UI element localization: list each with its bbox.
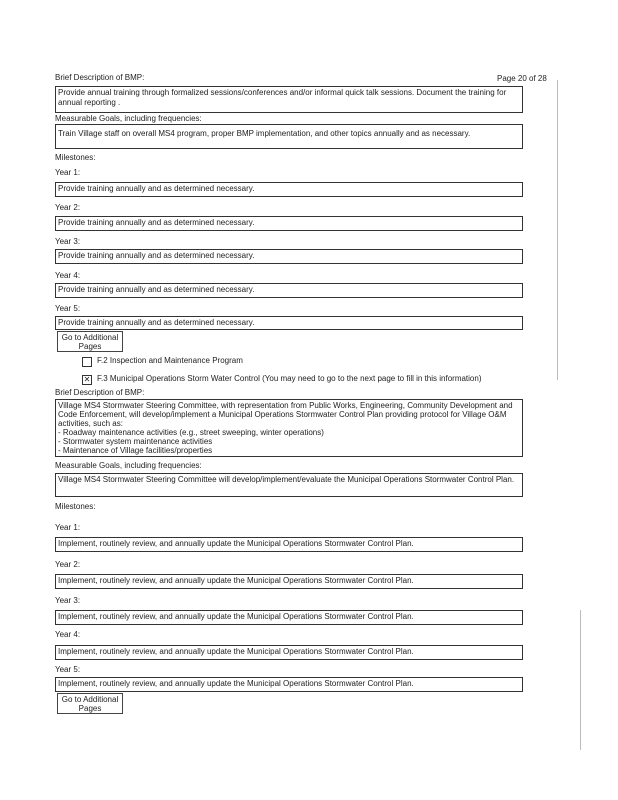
brief-line: - Roadway maintenance activities (e.g., street sweeping, winter operations) <box>58 428 324 437</box>
year-2-label: Year 2: <box>55 203 81 212</box>
year-4-label: Year 4: <box>55 630 81 639</box>
year-4-field[interactable]: Implement, routinely review, and annually update the Municipal Operations Stormwater Control Plan. <box>55 645 523 660</box>
year-1-field[interactable]: Implement, routinely review, and annually update the Municipal Operations Stormwater Control Plan. <box>55 537 523 552</box>
scan-edge-line <box>557 80 558 380</box>
measurable-goals-label: Measurable Goals, including frequencies: <box>55 461 202 470</box>
milestones-label: Milestones: <box>55 153 96 162</box>
brief-description-label: Brief Description of BMP: <box>55 73 145 82</box>
measurable-goals-field[interactable]: Train Village staff on overall MS4 program, proper BMP implementation, and other topics annually and as necessary. <box>55 124 523 149</box>
year-5-label: Year 5: <box>55 304 81 313</box>
year-1-label: Year 1: <box>55 523 81 532</box>
year-1-field[interactable]: Provide training annually and as determined necessary. <box>55 182 523 197</box>
year-3-label: Year 3: <box>55 237 81 246</box>
year-3-field[interactable]: Provide training annually and as determined necessary. <box>55 249 523 264</box>
year-2-field[interactable]: Implement, routinely review, and annually update the Municipal Operations Stormwater Control Plan. <box>55 574 523 589</box>
f2-checkbox-label: F.2 Inspection and Maintenance Program <box>97 356 243 365</box>
year-4-field[interactable]: Provide training annually and as determined necessary. <box>55 283 523 298</box>
brief-line: Village MS4 Stormwater Steering Committee, with representation from Public Works, Engineering, Community Development and Code Enforcement, will develop/implement a Municipal Operations Stormwater Control Plan providing protocol for Village O&M activities, such as: <box>58 401 513 428</box>
year-2-field[interactable]: Provide training annually and as determined necessary. <box>55 216 523 231</box>
milestones-label: Milestones: <box>55 502 96 511</box>
year-2-label: Year 2: <box>55 560 81 569</box>
go-to-additional-pages-button[interactable]: Go to Additional Pages <box>57 331 123 352</box>
measurable-goals-field[interactable]: Village MS4 Stormwater Steering Committee will develop/implement/evaluate the Municipal Operations Stormwater Control Plan. <box>55 473 523 497</box>
year-5-label: Year 5: <box>55 665 81 674</box>
page-number: Page 20 of 28 <box>497 74 547 83</box>
year-5-field[interactable]: Implement, routinely review, and annually update the Municipal Operations Stormwater Control Plan. <box>55 677 523 692</box>
go-to-additional-pages-button[interactable]: Go to Additional Pages <box>57 693 123 714</box>
f3-checkbox[interactable]: ✕ <box>83 375 91 384</box>
year-3-field[interactable]: Implement, routinely review, and annually update the Municipal Operations Stormwater Control Plan. <box>55 610 523 625</box>
scan-edge-line <box>580 610 581 750</box>
brief-line: - Maintenance of Village facilities/properties <box>58 446 213 455</box>
year-1-label: Year 1: <box>55 168 81 177</box>
year-5-field[interactable]: Provide training annually and as determined necessary. <box>55 316 523 330</box>
brief-description-field[interactable]: Provide annual training through formalized sessions/conferences and/or informal quick talk sessions. Document the training for annual reporting . <box>55 86 523 113</box>
year-4-label: Year 4: <box>55 271 81 280</box>
measurable-goals-label: Measurable Goals, including frequencies: <box>55 114 202 123</box>
f3-checkbox-label: F.3 Municipal Operations Storm Water Control (You may need to go to the next page to fill in this information) <box>97 374 482 383</box>
brief-description-label: Brief Description of BMP: <box>55 388 145 397</box>
f2-checkbox[interactable] <box>82 357 92 367</box>
brief-line: - Stormwater system maintenance activities <box>58 437 213 446</box>
year-3-label: Year 3: <box>55 596 81 605</box>
brief-description-field[interactable] <box>55 399 523 457</box>
